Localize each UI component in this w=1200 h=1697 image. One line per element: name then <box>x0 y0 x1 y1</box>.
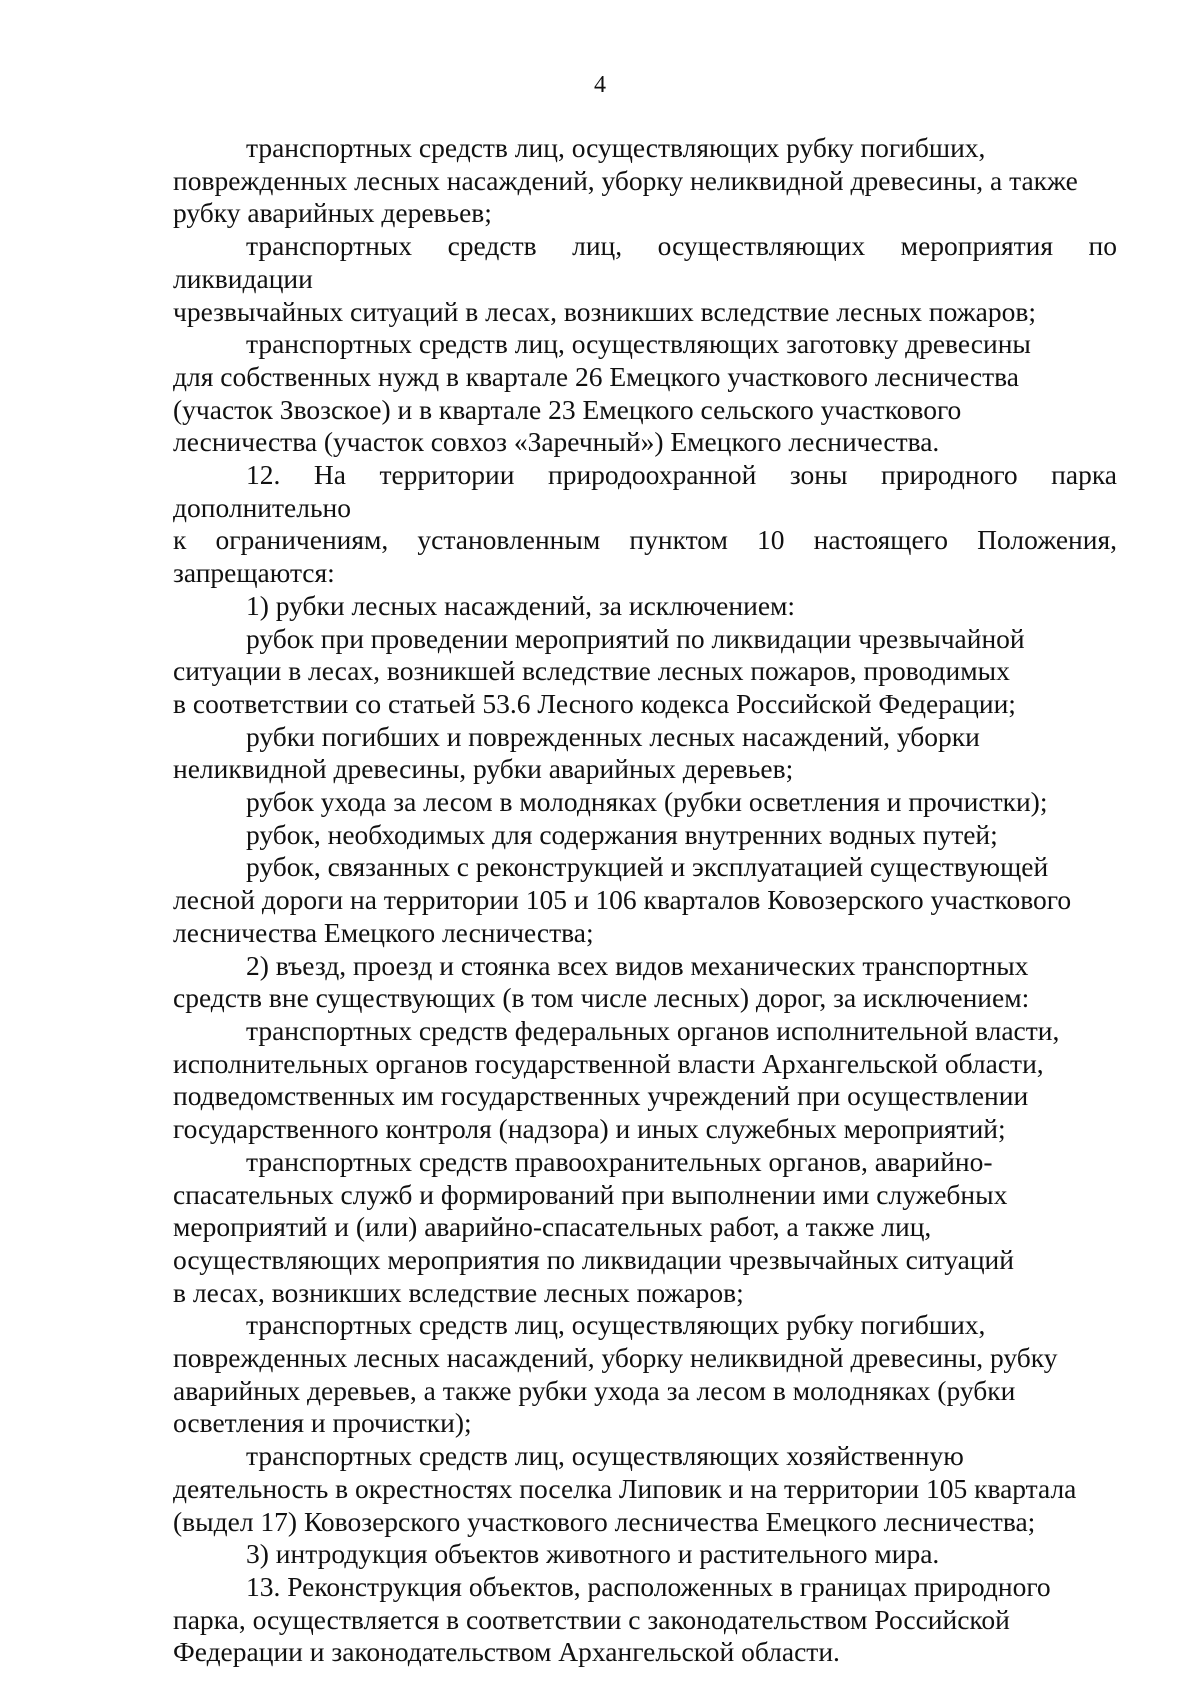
paragraph-item-13: 13. Реконструкция объектов, расположенных в границах природного парка, осуществляется в соответствии с законодательством Российской Федерации и законодательством Архангельской области. <box>173 1570 1051 1668</box>
paragraph-vehicles-government: транспортных средств федеральных органов исполнительной власти, исполнительных органов государственной власти Архангельской области, подведомственных им государственных учреждений при осуществлении государственного контроля (надзора) и иных служебных мероприятий; <box>173 1014 1060 1145</box>
paragraph-subitem-1-felling: 1) рубки лесных насаждений, за исключением: <box>246 589 796 621</box>
paragraph-felling-forest-road: рубок, связанных с реконструкцией и эксплуатацией существующей лесной дороги на территории 105 и 106 кварталов Ковозерского участкового лесничества Емецкого лесничества; <box>173 851 1072 948</box>
paragraph-vehicles-lipovik: транспортных средств лиц, осуществляющих хозяйственную деятельность в окрестностях поселка Липовик и на территории 105 квартала (выдел 17) Ковозерского участкового лесничества Емецкого лесничества; <box>173 1440 1077 1537</box>
paragraph-vehicles-emergency-liquidation: транспортных средств лиц, осуществляющих мероприятия по ликвидации чрезвычайных ситуаций в лесах, возникших вследствие лесных пожаров; <box>173 230 1117 327</box>
document-body <box>173 132 1117 1669</box>
paragraph-felling-young-stands: рубок ухода за лесом в молодняках (рубки осветления и прочистки); <box>246 786 1048 818</box>
paragraph-vehicles-law-enforcement: транспортных средств правоохранительных органов, аварийно- спасательных служб и формирований при выполнении ими служебных мероприятий и (или) аварийно-спасательных работ, а также лиц, осуществляющих мероприятия по ликвидации чрезвычайных ситуаций в лесах, возникших вследствие лесных пожаров; <box>173 1145 1014 1308</box>
paragraph-felling-emergency: рубок при проведении мероприятий по ликвидации чрезвычайной ситуации в лесах, возникшей вследствие лесных пожаров, проводимых в соответствии со статьей 53.6 Лесного кодекса Российской Федерации; <box>173 622 1025 719</box>
paragraph-subitem-2-vehicles: 2) въезд, проезд и стоянка всех видов механических транспортных средств вне существующих (в том числе лесных) дорог, за исключением: <box>173 949 1030 1014</box>
paragraph-vehicles-wood-harvesting: транспортных средств лиц, осуществляющих заготовку древесины для собственных нужд в квартале 26 Емецкого участкового лесничества (участок Звозское) и в квартале 23 Емецкого сельского участкового лесничества (участок совхоз «Заречный») Емецкого лесничества. <box>173 328 1031 458</box>
paragraph-felling-waterways: рубок, необходимых для содержания внутренних водных путей; <box>246 818 998 850</box>
paragraph-vehicles-felling-dead-trees: транспортных средств лиц, осуществляющих рубку погибших, поврежденных лесных насаждений, уборку неликвидной древесины, а также рубку аварийных деревьев; <box>173 132 1078 229</box>
paragraph-vehicles-felling-care: транспортных средств лиц, осуществляющих рубку погибших, поврежденных лесных насаждений, уборку неликвидной древесины, рубку аварийных деревьев, а также рубки ухода за лесом в молодняках (рубки осветления и прочистки); <box>173 1309 1058 1439</box>
paragraph-felling-dead-damaged: рубки погибших и поврежденных лесных насаждений, уборки неликвидной древесины, рубки аварийных деревьев; <box>173 720 980 785</box>
paragraph-subitem-3-introduction: 3) интродукция объектов животного и растительного мира. <box>246 1538 940 1570</box>
page-number: 4 <box>594 72 606 98</box>
paragraph-item-12: 12. На территории природоохранной зоны природного парка дополнительно к ограничениям, установленным пунктом 10 настоящего Положения, запрещаются: <box>173 459 1117 589</box>
